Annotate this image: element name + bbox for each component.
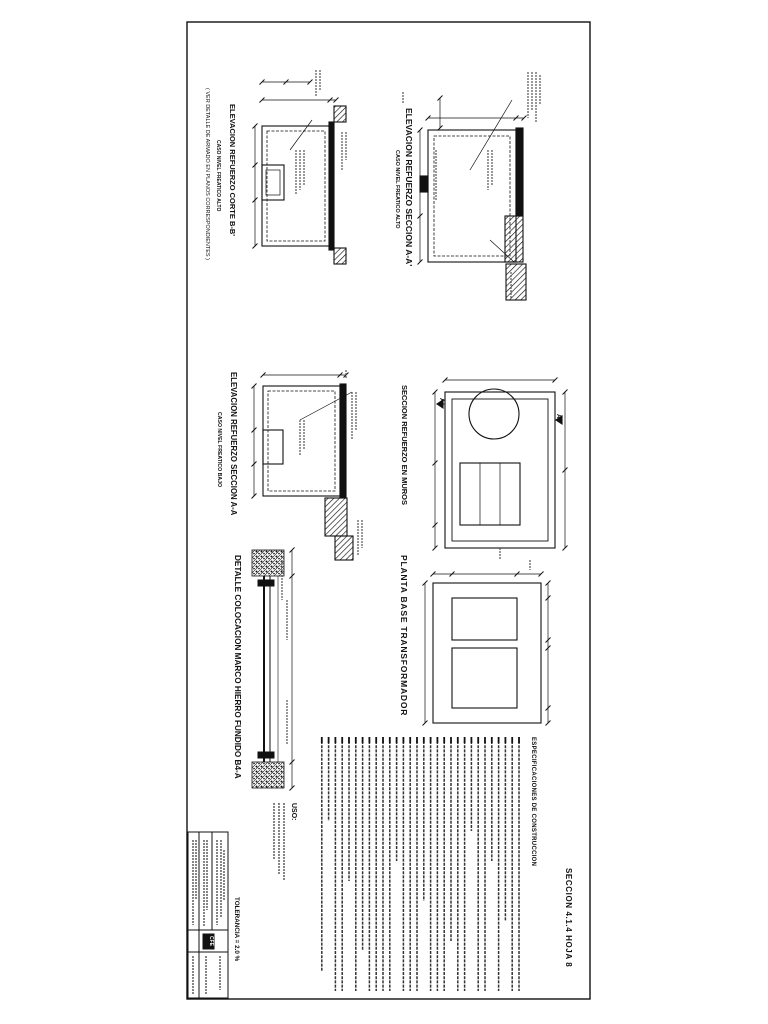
ground-hatch <box>335 536 353 560</box>
title-block <box>188 832 228 998</box>
top-slab <box>329 122 334 250</box>
sump-pit <box>263 430 283 464</box>
specifications-title: ESPECIFICACIONES DE CONSTRUCCION <box>530 737 536 867</box>
base-outline <box>433 583 541 723</box>
corte-bb-subtitle: CASO NIVEL FREATICO ALTO <box>215 140 221 212</box>
transformer-pad <box>460 463 520 525</box>
elevation-aa-high-subtitle: CASO NIVEL FREATICO ALTO <box>394 150 400 229</box>
corte-bb-title: ELEVACION REFUERZO CORTE B-B' <box>228 104 237 237</box>
ground-hatch <box>334 248 346 264</box>
step-block <box>420 176 428 192</box>
base-opening-lower <box>452 648 517 708</box>
top-slab <box>516 128 523 216</box>
elevation-aa-high-title: ELEVACION REFUERZO SECCION A-A' <box>404 108 414 267</box>
elevation-aa-low-title: ELEVACION REFUERZO SECCION A-A <box>229 372 238 516</box>
frame-flange-top <box>258 580 274 586</box>
top-slab <box>340 384 346 498</box>
specifications-notes <box>322 737 519 991</box>
sump-inner <box>266 170 280 195</box>
reinforcement-outline <box>434 136 510 256</box>
ground-hatch <box>334 106 346 122</box>
leader-line <box>470 100 512 170</box>
corte-bb-note: ( VER DETALLE DE ARMADO EN PLANOS CORRESPONDIENTES ) <box>204 88 210 260</box>
drawing-base-plan <box>433 583 541 723</box>
sheet-section-reference: SECCION 4.1.4 HOJA 8 <box>564 868 573 968</box>
cfe-logo: CFE <box>208 936 214 946</box>
frame-detail-title: DETALLE COLOCACION MARCO HIERRO FUNDIDO B4-A <box>233 555 242 779</box>
drawing-frame-detail <box>252 550 284 788</box>
drawing-elevation-aa-low <box>263 384 353 560</box>
title-block-frame <box>188 832 228 998</box>
drawing-wall-section-plan <box>437 389 562 548</box>
section-mark-a: A <box>438 398 444 403</box>
base-plan-title: PLANTA BASE TRANSFORMADOR <box>399 555 409 717</box>
duct-opening-circle <box>469 389 519 439</box>
reinforcement-outline <box>268 391 335 491</box>
box-wall-outline <box>263 386 340 496</box>
tolerance-label: TOLERANCIA = 2.0 % <box>233 897 240 962</box>
leader-line <box>290 120 312 150</box>
section-mark-a-prime: A' <box>555 414 561 420</box>
title-block-text-lines <box>193 840 224 994</box>
gravel-fill-top <box>252 550 284 576</box>
wall-reinforcement-title: SECCION REFUERZO EN MUROS <box>400 385 409 506</box>
base-opening-upper <box>452 598 517 640</box>
frame-flange-bottom <box>258 752 274 758</box>
curb-section <box>505 216 523 262</box>
uso-notes <box>274 803 284 880</box>
uso-label: USO: <box>290 803 297 821</box>
box-wall-outline <box>428 130 516 262</box>
ground-hatch <box>506 264 526 300</box>
gravel-fill-bottom <box>252 762 284 788</box>
elevation-aa-low-subtitle: CASO NIVEL FREATICO BAJO <box>216 412 222 488</box>
curb-section <box>325 498 347 536</box>
